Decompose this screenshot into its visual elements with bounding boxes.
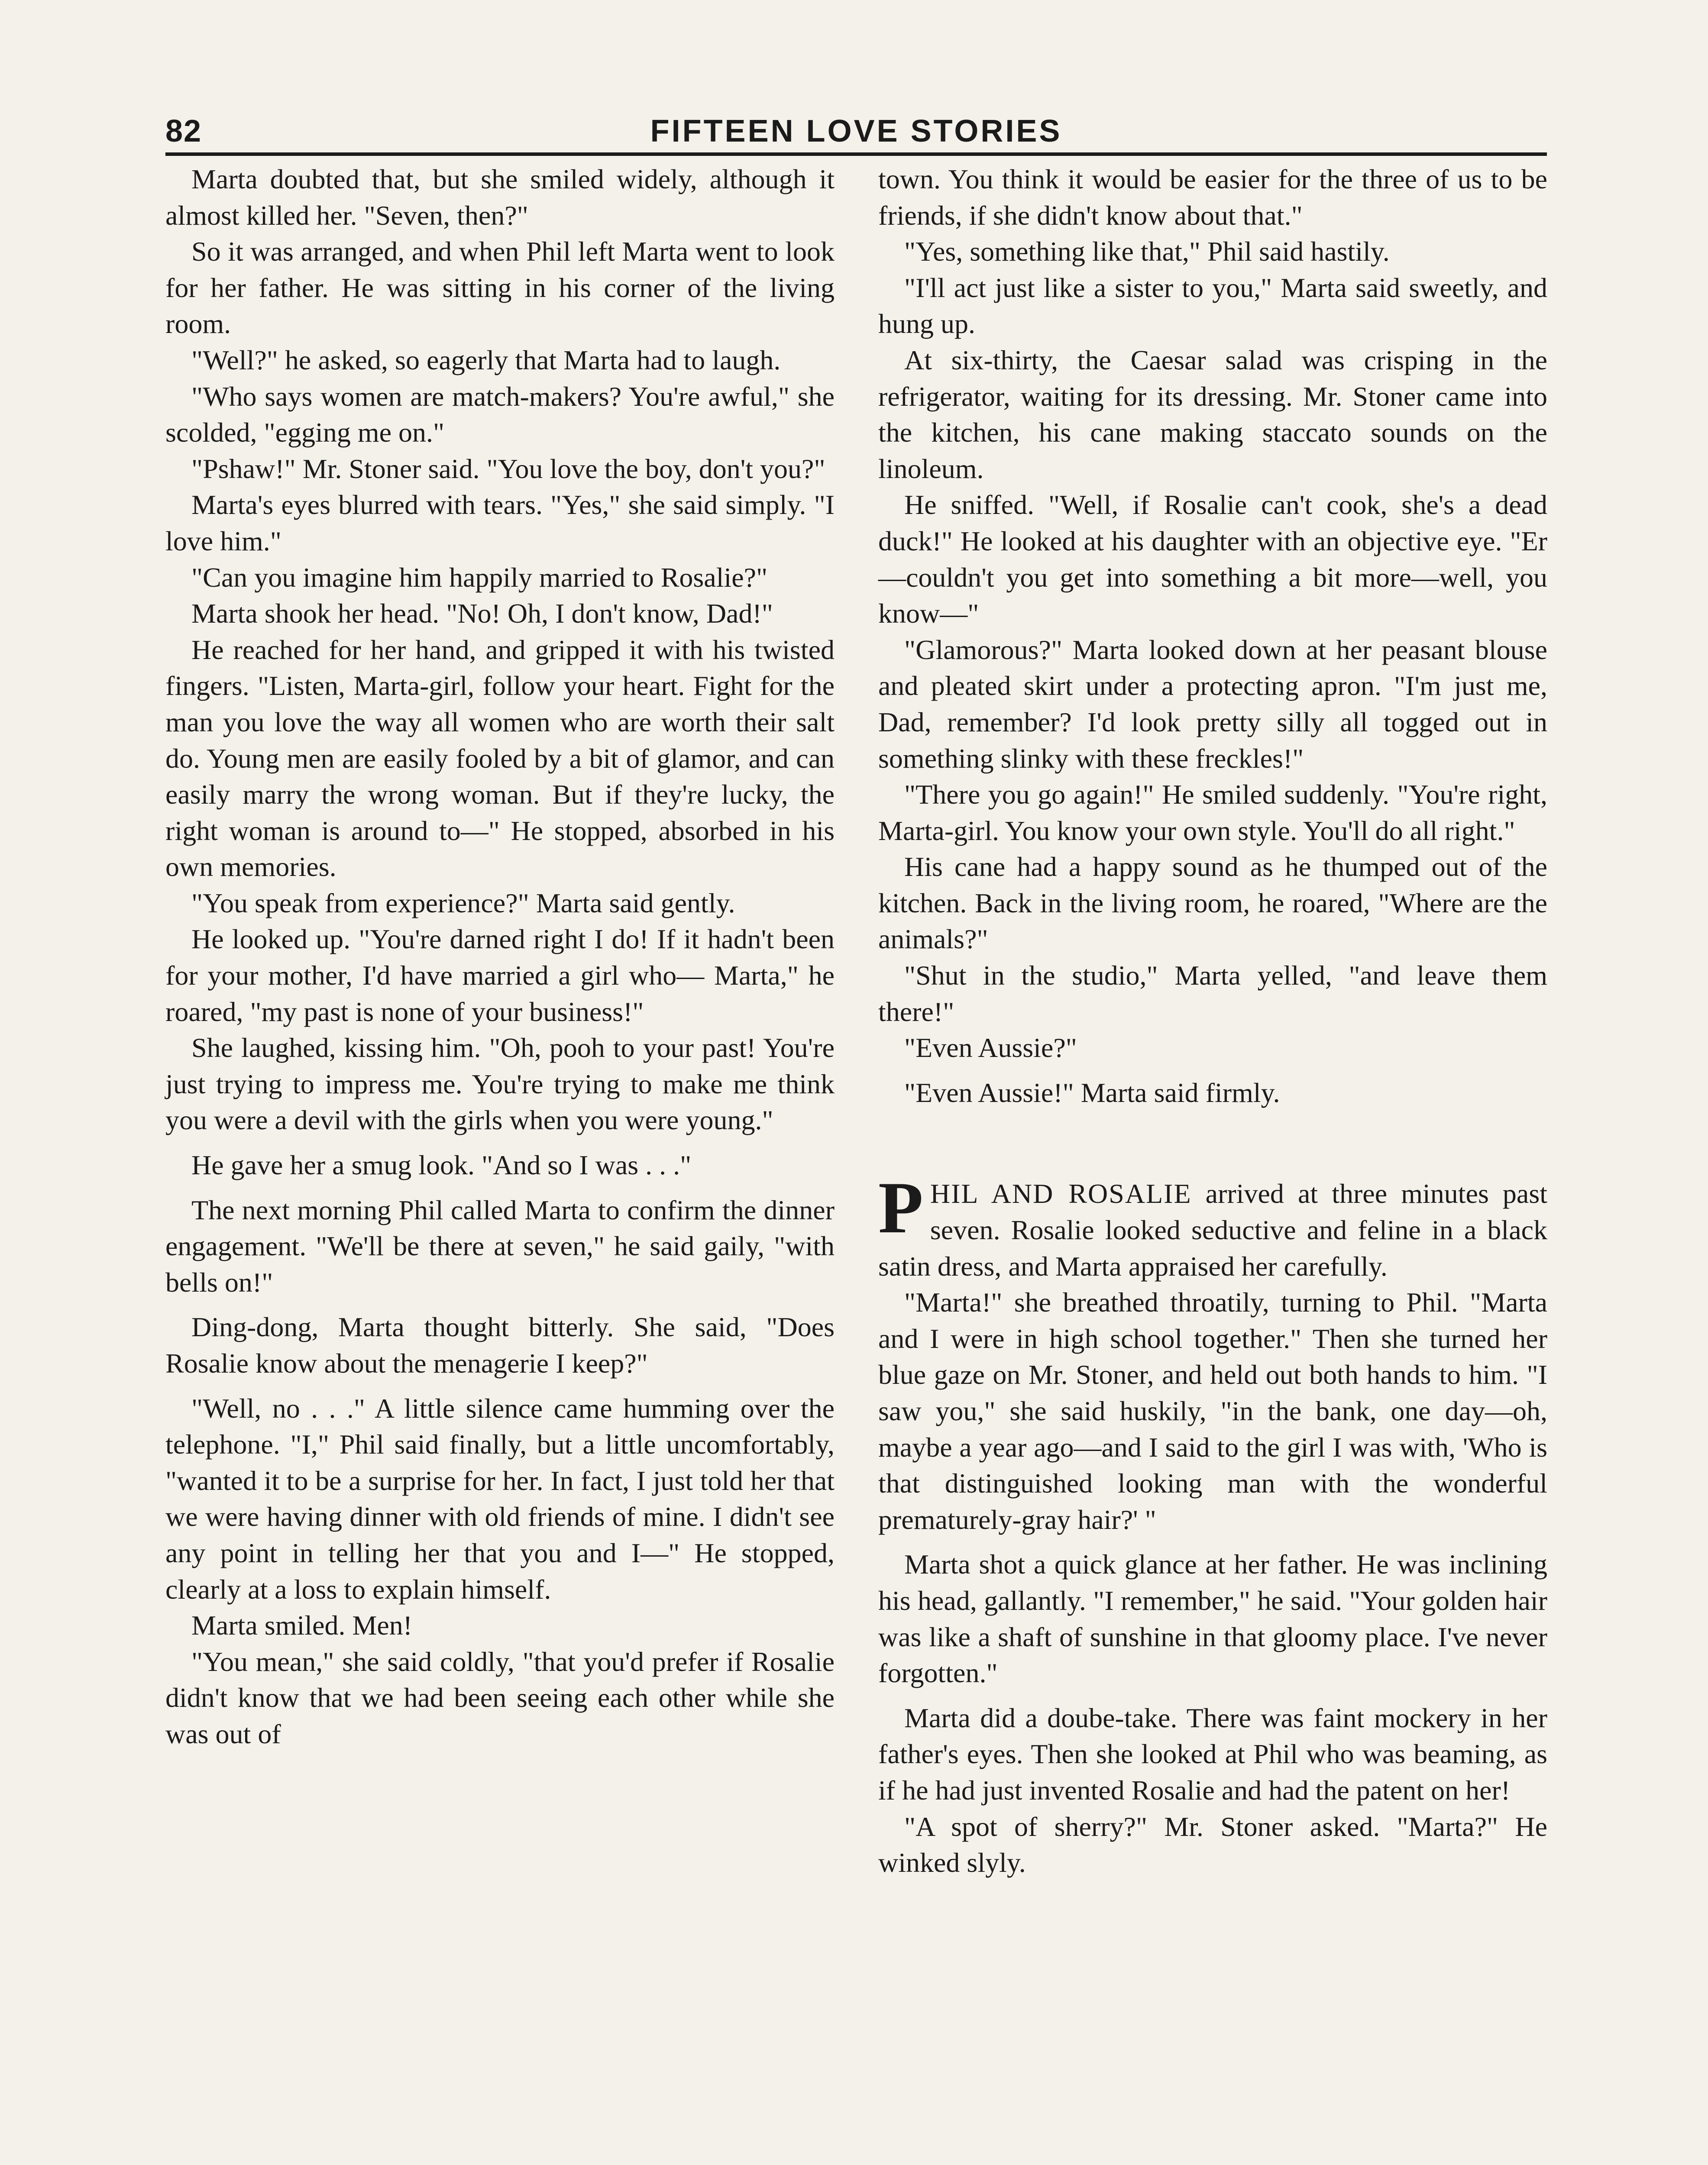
- paragraph: So it was arranged, and when Phil left Marta went to look for her father. He was sitting in his corner of the living room.: [165, 236, 835, 339]
- left-column: [165, 161, 835, 1752]
- paragraph: "There you go again!" He smiled suddenly. "You're right, Marta-girl. You know your own style. You'll do all right.": [878, 779, 1547, 846]
- paragraph: "I'll act just like a sister to you," Marta said sweetly, and hung up.: [878, 272, 1547, 339]
- paragraph: "Yes, something like that," Phil said hastily.: [904, 236, 1390, 267]
- paragraph: "Well, no . . ." A little silence came humming over the telephone. "I," Phil said finally, but a little uncomfortably, "wanted it to be a surprise for her. In fact, I just told her that we were having dinner with old friends of mine. I didn't see any point in telling her that you and I—" He stopped, clearly at a loss to explain himself.: [165, 1393, 835, 1605]
- paragraph: "Pshaw!" Mr. Stoner said. "You love the boy, don't you?": [191, 453, 825, 484]
- small-caps-lead: HIL AND ROSALIE: [930, 1178, 1192, 1209]
- section-opening-paragraph: [878, 1167, 1548, 1284]
- paragraph: His cane had a happy sound as he thumped out of the kitchen. Back in the living room, he roared, "Where are the animals?": [878, 851, 1547, 955]
- drop-cap: P: [878, 1167, 923, 1249]
- page-header: [165, 96, 1547, 156]
- paragraph: Ding-dong, Marta thought bitterly. She said, "Does Rosalie know about the menagerie I keep?": [165, 1312, 835, 1379]
- paragraph: "Can you imagine him happily married to Rosalie?": [191, 562, 768, 593]
- paragraph: "Marta!" she breathed throatily, turning to Phil. "Marta and I were in high school together." Then she turned her blue gaze on Mr. Stoner, and held out both hands to him. "I saw you," she said huskily, "in the bank, one day—oh, maybe a year ago—and I said to the girl I was with, 'Who is that distinguished looking man with the wonderful prematurely-gray hair?' ": [878, 1287, 1547, 1535]
- paragraph: "You speak from experience?" Marta said gently.: [191, 887, 735, 918]
- paragraph: Marta's eyes blurred with tears. "Yes," she said simply. "I love him.": [165, 489, 835, 556]
- paragraph: He gave her a smug look. "And so I was . . .": [191, 1150, 692, 1181]
- paragraph: The next morning Phil called Marta to confirm the dinner engagement. "We'll be there at seven," he said gaily, "with bells on!": [165, 1194, 835, 1298]
- magazine-title: FIFTEEN LOVE STORIES: [650, 114, 1062, 149]
- paragraph: town. You think it would be easier for the three of us to be friends, if she didn't know about that.": [878, 164, 1547, 231]
- paragraph: "Even Aussie!" Marta said firmly.: [904, 1077, 1280, 1108]
- page-number: 82: [165, 114, 202, 149]
- paragraph: Marta shot a quick glance at her father. He was inclining his head, gallantly. "I remember," he said. "Your golden hair was like a shaft of sunshine in that gloomy place. I've never forgotten.": [878, 1549, 1547, 1689]
- paragraph: "A spot of sherry?" Mr. Stoner asked. "Marta?" He winked slyly.: [878, 1811, 1547, 1878]
- paragraph: "Even Aussie?": [904, 1032, 1077, 1063]
- paragraph: "Well?" he asked, so eagerly that Marta had to laugh.: [191, 344, 781, 375]
- paragraph: He sniffed. "Well, if Rosalie can't cook, she's a dead duck!" He looked at his daughter with an objective eye. "Er—couldn't you get into something a bit more—well, you know—": [878, 489, 1547, 629]
- paragraph: Marta smiled. Men!: [191, 1610, 413, 1641]
- paragraph: "Glamorous?" Marta looked down at her peasant blouse and pleated skirt under a protecting apron. "I'm just me, Dad, remember? I'd look pretty silly all togged out in something slinky with these freckles!": [878, 634, 1547, 774]
- paragraph: He reached for her hand, and gripped it with his twisted fingers. "Listen, Marta-girl, follow your heart. Fight for the man you love the way all women who are worth their salt do. Young men are easily fooled by a bit of glamor, and can easily marry the wrong woman. But if they're lucky, the right woman is around to—" He stopped, absorbed in his own memories.: [165, 634, 835, 882]
- paragraph: At six-thirty, the Caesar salad was crisping in the refrigerator, waiting for its dressing. Mr. Stoner came into the kitchen, his cane making staccato sounds on the linoleum.: [878, 344, 1547, 484]
- paragraph: Marta did a doube-take. There was faint mockery in her father's eyes. Then she looked at Phil who was beaming, as if he had just invented Rosalie and had the patent on her!: [878, 1702, 1547, 1806]
- right-column: [878, 161, 1547, 1881]
- paragraph: Marta shook her head. "No! Oh, I don't know, Dad!": [191, 598, 773, 629]
- paragraph: "Shut in the studio," Marta yelled, "and leave them there!": [878, 960, 1547, 1027]
- paragraph: "You mean," she said coldly, "that you'd prefer if Rosalie didn't know that we had been seeing each other while she was out of: [165, 1646, 835, 1749]
- paragraph: "Who says women are match-makers? You're awful," she scolded, "egging me on.": [165, 381, 835, 448]
- paragraph: He looked up. "You're darned right I do! If it hadn't been for your mother, I'd have married a girl who— Marta," he roared, "my past is none of your business!": [165, 924, 835, 1027]
- paragraph: She laughed, kissing him. "Oh, pooh to your past! You're just trying to impress me. You're trying to make me think you were a devil with the girls when you were young.": [165, 1032, 835, 1136]
- paragraph: Marta doubted that, but she smiled widely, although it almost killed her. "Seven, then?": [165, 164, 835, 231]
- opening-text: arrived at three minutes past seven. Rosalie looked seductive and feline in a black satin dress, and Marta appraised her carefully.: [878, 1178, 1548, 1282]
